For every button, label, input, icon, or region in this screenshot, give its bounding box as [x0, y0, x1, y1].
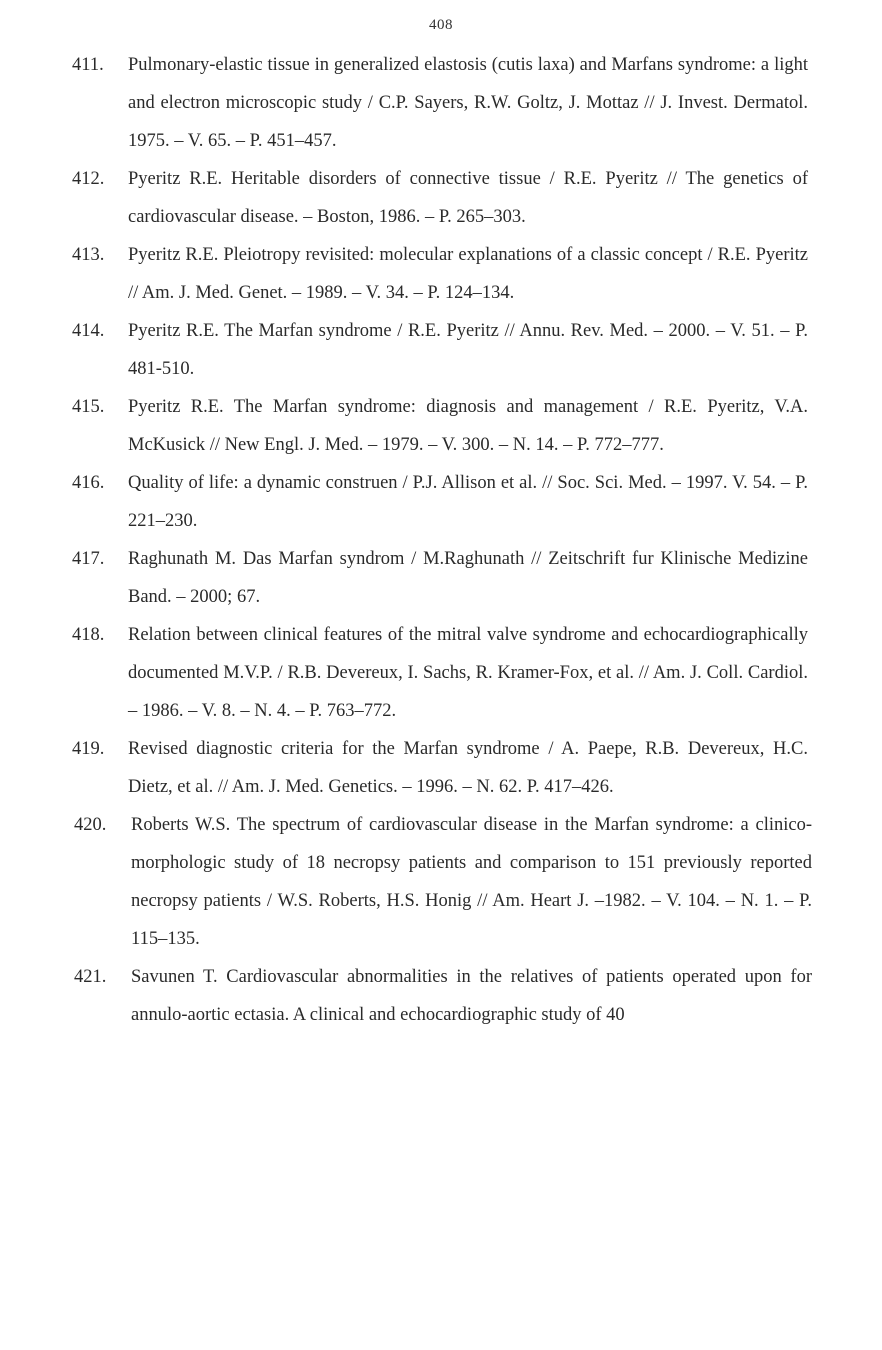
reference-item [0, 464, 882, 540]
reference-text: Savunen T. Cardiovascular abnormalities in the relatives of patients operated upon for annulo-aortic ectasia. A clinical and echocardiographic study of 40 [131, 967, 812, 1025]
reference-number: 416. [72, 473, 105, 493]
reference-number: 418. [72, 625, 105, 645]
reference-item [0, 958, 882, 1034]
reference-text: Raghunath M. Das Marfan syndrom / M.Raghunath // Zeitschrift fur Klinische Medizine Band. – 2000; 67. [128, 549, 808, 607]
reference-text: Pyeritz R.E. Heritable disorders of connective tissue / R.E. Pyeritz // The genetics of cardiovascular disease. – Boston, 1986. – P. 265–303. [128, 169, 808, 227]
reference-number: 415. [72, 397, 105, 417]
reference-text: Pyeritz R.E. The Marfan syndrome: diagnosis and management / R.E. Pyeritz, V.A. McKusick // New Engl. J. Med. – 1979. – V. 300. – N. 14. – P. 772–777. [128, 397, 808, 455]
reference-item [0, 540, 882, 616]
reference-list [0, 46, 882, 1034]
reference-text: Revised diagnostic criteria for the Marfan syndrome / A. Paepe, R.B. Devereux, H.C. Dietz, et al. // Am. J. Med. Genetics. – 1996. – N. 62. P. 417–426. [128, 739, 808, 797]
reference-item [0, 312, 882, 388]
reference-number: 419. [72, 739, 105, 759]
reference-item [0, 236, 882, 312]
reference-number: 421. [74, 967, 107, 987]
reference-number: 413. [72, 245, 105, 265]
reference-item [0, 388, 882, 464]
reference-item [0, 806, 882, 958]
reference-item [0, 730, 882, 806]
reference-number: 417. [72, 549, 105, 569]
reference-number: 412. [72, 169, 105, 189]
reference-text: Relation between clinical features of the mitral valve syndrome and echocardiographically documented M.V.P. / R.B. Devereux, I. Sachs, R. Kramer-Fox, et al. // Am. J. Coll. Cardiol. – 1986. – V. 8. – N. 4. – P. 763–772. [128, 625, 808, 721]
reference-item [0, 160, 882, 236]
reference-text: Pyeritz R.E. Pleiotropy revisited: molecular explanations of a classic concept / R.E. Pyeritz // Am. J. Med. Genet. – 1989. – V. 34. – P. 124–134. [128, 245, 808, 303]
page-number: 408 [429, 17, 453, 33]
reference-text: Pulmonary-elastic tissue in generalized elastosis (cutis laxa) and Marfans syndrome: a light and electron microscopic study / C.P. Sayers, R.W. Goltz, J. Mottaz // J. Invest. Dermatol. 1975. – V. 65. – P. 451–457. [128, 55, 808, 151]
reference-number: 420. [74, 815, 107, 835]
reference-text: Roberts W.S. The spectrum of cardiovascular disease in the Marfan syndrome: a clinico-morphologic study of 18 necropsy patients and comparison to 151 previously reported necropsy patients / W.S. Roberts, H.S. Honig // Am. Heart J. –1982. – V. 104. – N. 1. – P. 115–135. [131, 815, 812, 949]
reference-number: 411. [72, 55, 104, 75]
reference-item [0, 46, 882, 160]
reference-item [0, 616, 882, 730]
reference-text: Pyeritz R.E. The Marfan syndrome / R.E. Pyeritz // Annu. Rev. Med. – 2000. – V. 51. – P. 481-510. [128, 321, 808, 379]
reference-number: 414. [72, 321, 105, 341]
reference-text: Quality of life: a dynamic construen / P.J. Allison et al. // Soc. Sci. Med. – 1997. V. 54. – P. 221–230. [128, 473, 808, 531]
